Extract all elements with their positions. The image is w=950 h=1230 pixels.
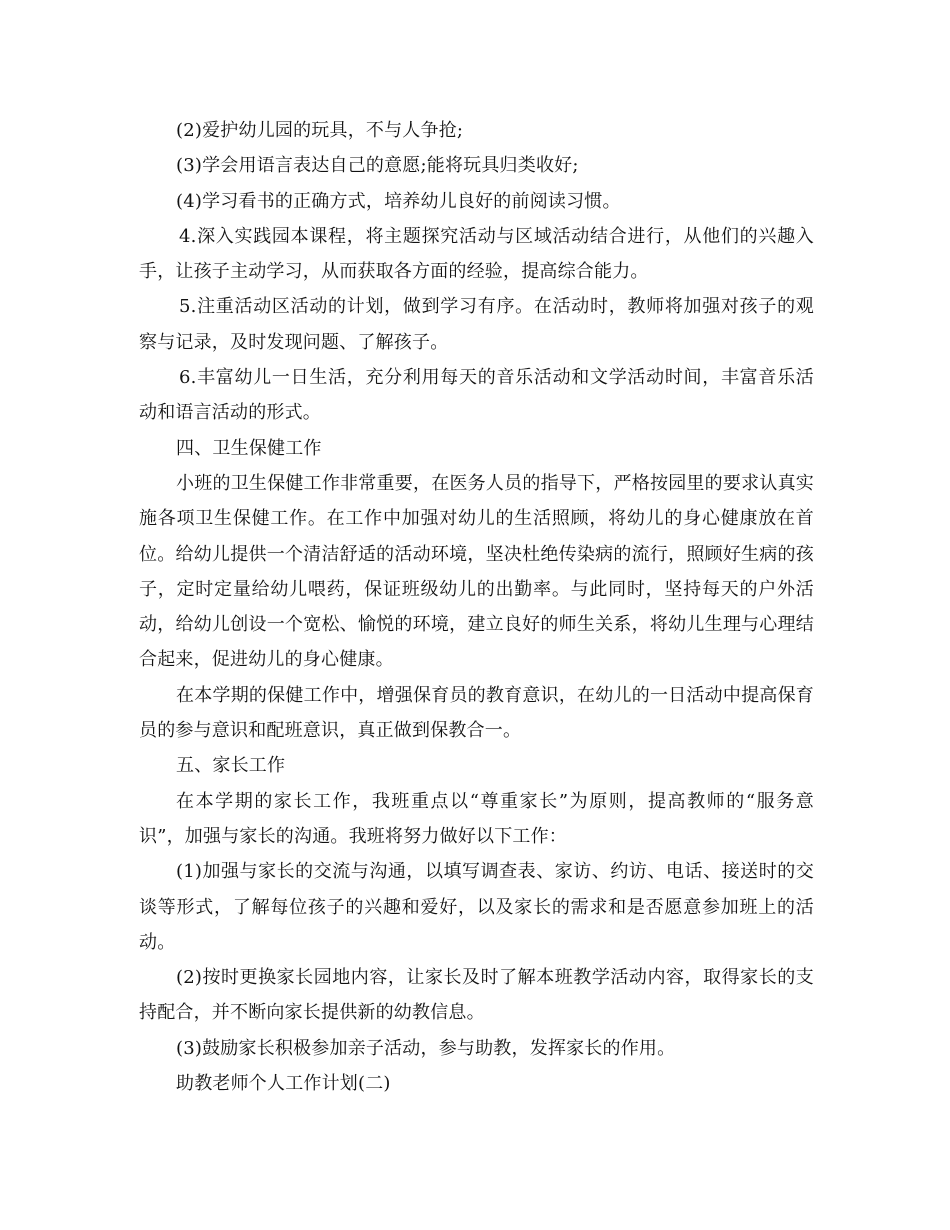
list-item: (4)学习看书的正确方式，培养幼儿良好的前阅读习惯。	[176, 190, 621, 212]
document-subtitle: 助教老师个人工作计划(二)	[176, 1073, 391, 1095]
list-item: (2)爱护幼儿园的玩具，不与人争抢;	[176, 120, 464, 141]
list-item: (2)按时更换家长园地内容，让家长及时了解本班教学活动内容，取得家长的支持配合，并不断向家长提供新的幼教信息。	[139, 967, 814, 1024]
list-item: (3)学会用语言表达自己的意愿;能将玩具归类收好;	[176, 155, 579, 177]
numbered-paragraph: 6.丰富幼儿一日生活，充分利用每天的音乐活动和文学活动时间，丰富音乐活动和语言活动的形式。	[139, 367, 814, 424]
section-heading: 五、家长工作	[176, 755, 286, 777]
body-paragraph: 小班的卫生保健工作非常重要，在医务人员的指导下，严格按园里的要求认真实施各项卫生保健工作。在工作中加强对幼儿的生活照顾，将幼儿的身心健康放在首位。给幼儿提供一个清洁舒适的活动环境，坚决杜绝传染病的流行，照顾好生病的孩子，定时定量给幼儿喂药，保证班级幼儿的出勤率。与此同时，坚持每天的户外活动，给幼儿创设一个宽松、愉悦的环境，建立良好的师生关系，将幼儿生理与心理结合起来，促进幼儿的身心健康。	[139, 472, 814, 671]
section-heading: 四、卫生保健工作	[176, 437, 322, 459]
body-paragraph: 在本学期的保健工作中，增强保育员的教育意识，在幼儿的一日活动中提高保育员的参与意识和配班意识，真正做到保教合一。	[139, 684, 814, 742]
numbered-paragraph: 5.注重活动区活动的计划，做到学习有序。在活动时，教师将加强对孩子的观察与记录，及时发现问题、了解孩子。	[139, 296, 814, 353]
numbered-paragraph: 4.深入实践园本课程，将主题探究活动与区域活动结合进行，从他们的兴趣入手，让孩子主动学习，从而获取各方面的经验，提高综合能力。	[139, 225, 814, 283]
list-item: (3)鼓励家长积极参加亲子活动，参与助教，发挥家长的作用。	[176, 1037, 676, 1059]
list-item: (1)加强与家长的交流与沟通，以填写调查表、家访、约访、电话、接送时的交谈等形式，了解每位孩子的兴趣和爱好，以及家长的需求和是否愿意参加班上的活动。	[139, 861, 814, 953]
body-paragraph: 在本学期的家长工作，我班重点以“尊重家长”为原则，提高教师的“服务意识”，加强与家长的沟通。我班将努力做好以下工作：	[139, 790, 814, 847]
document-body	[139, 113, 814, 1101]
